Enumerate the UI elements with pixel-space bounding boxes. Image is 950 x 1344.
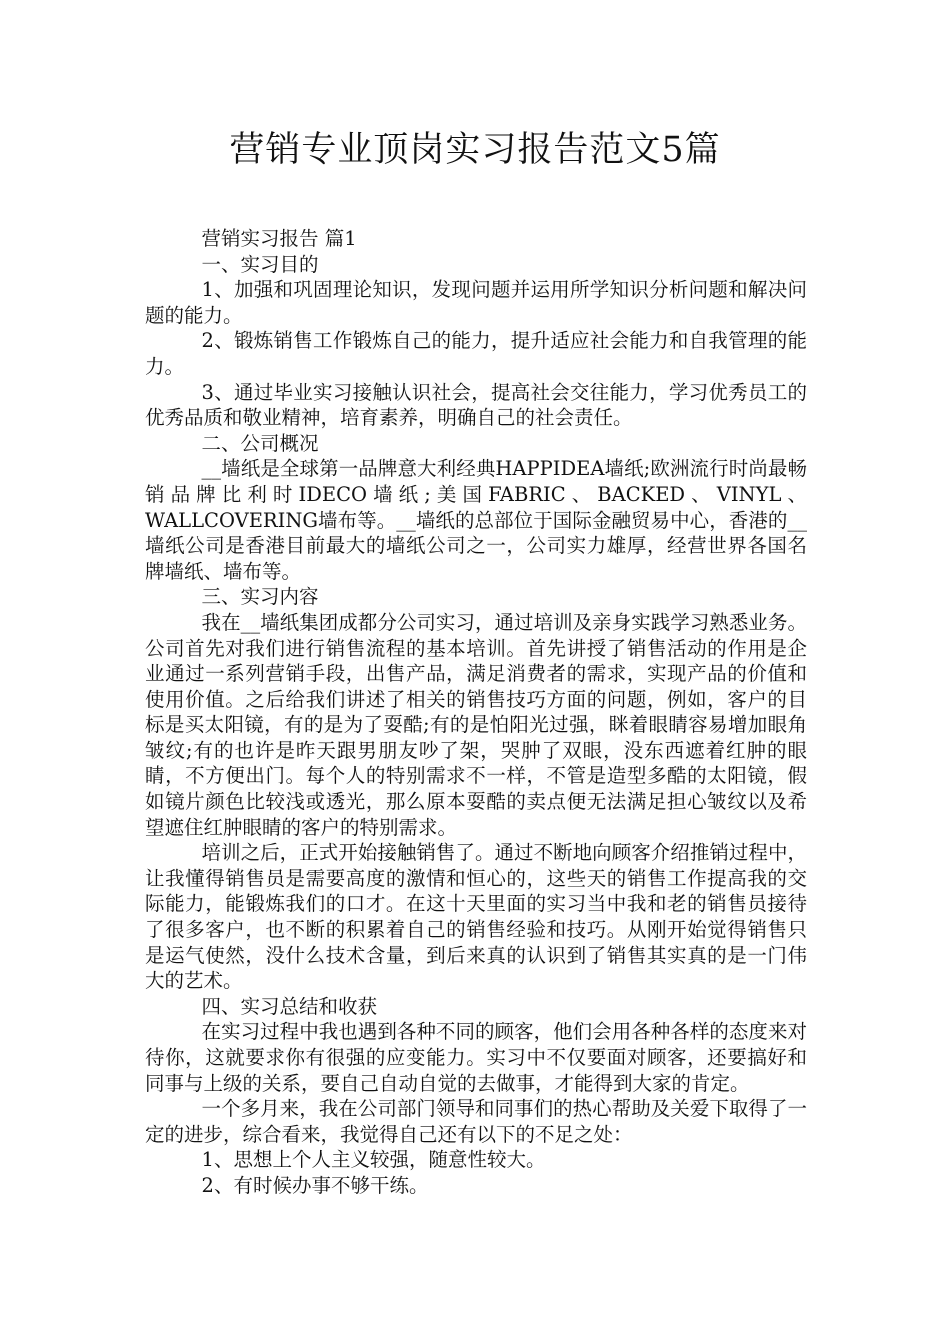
paragraph: 2、锻炼销售工作锻炼自己的能力，提升适应社会能力和自我管理的能力。 <box>145 329 807 378</box>
paragraph: __墙纸是全球第一品牌意大利经典HAPPIDEA墙纸;欧洲流行时尚最畅销品牌比利时IDECO墙纸;美国FABRIC、BACKED、VINYL、WALLCOVERING墙布等。__墙纸的总部位于国际金融贸易中心，香港的__墙纸公司是香港目前最大的墙纸公司之一，公司实力雄厚，经营世界各国名牌墙纸、墙布等。 <box>145 457 807 583</box>
paragraph: 在实习过程中我也遇到各种不同的顾客，他们会用各种各样的态度来对待你，这就要求你有很强的应变能力。实习中不仅要面对顾客，还要搞好和同事与上级的关系，要自己自动自觉的去做事，才能得到大家的肯定。 <box>145 1020 807 1095</box>
heading-content: 三、实习内容 <box>201 585 319 609</box>
paragraph: 我在__墙纸集团成都分公司实习，通过培训及亲身实践学习熟悉业务。公司首先对我们进行销售流程的基本培训。首先讲授了销售活动的作用是企业通过一系列营销手段，出售产品，满足消费者的需求，实现产品的价值和使用价值。之后给我们讲述了相关的销售技巧方面的问题，例如，客户的目标是买太阳镜，有的是为了耍酷;有的是怕阳光过强，眯着眼睛容易增加眼角皱纹;有的也许是昨天跟男朋友吵了架，哭肿了双眼，没东西遮着红肿的眼睛，不方便出门。每个人的特别需求不一样，不管是造型多酷的太阳镜，假如镜片颜色比较浅或透光，那么原本耍酷的卖点便无法满足担心皱纹以及希望遮住红肿眼睛的客户的特别需求。 <box>145 610 807 839</box>
paragraph: 3、通过毕业实习接触认识社会，提高社会交往能力，学习优秀员工的优秀品质和敬业精神，培育素养，明确自己的社会责任。 <box>145 380 807 430</box>
document-title: 营销专业顶岗实习报告范文5篇 <box>229 130 721 170</box>
paragraph: 一个多月来，我在公司部门领导和同事们的热心帮助及关爱下取得了一定的进步，综合看来，我觉得自己还有以下的不足之处： <box>145 1097 807 1146</box>
heading-company: 二、公司概况 <box>201 431 319 455</box>
paragraph: 1、思想上个人主义较强，随意性较大。 <box>201 1148 546 1172</box>
heading-purpose: 一、实习目的 <box>201 252 319 276</box>
heading-summary: 四、实习总结和收获 <box>201 994 378 1018</box>
paragraph: 2、有时候办事不够干练。 <box>201 1173 429 1197</box>
paragraph: 培训之后，正式开始接触销售了。通过不断地向顾客介绍推销过程中，让我懂得销售员是需要高度的激情和恒心的，这些天的销售工作提高我的交际能力，能锻炼我们的口才。在这十天里面的实习当中我和老的销售员接待了很多客户，也不断的积累着自己的销售经验和技巧。从刚开始觉得销售只是运气使然，没什么技术含量，到后来真的认识到了销售其实真的是一门伟大的艺术。 <box>145 841 807 993</box>
document-body <box>145 226 807 1199</box>
section-label: 营销实习报告 篇1 <box>201 227 357 250</box>
paragraph: 1、加强和巩固理论知识，发现问题并运用所学知识分析问题和解决问题的能力。 <box>145 278 807 327</box>
